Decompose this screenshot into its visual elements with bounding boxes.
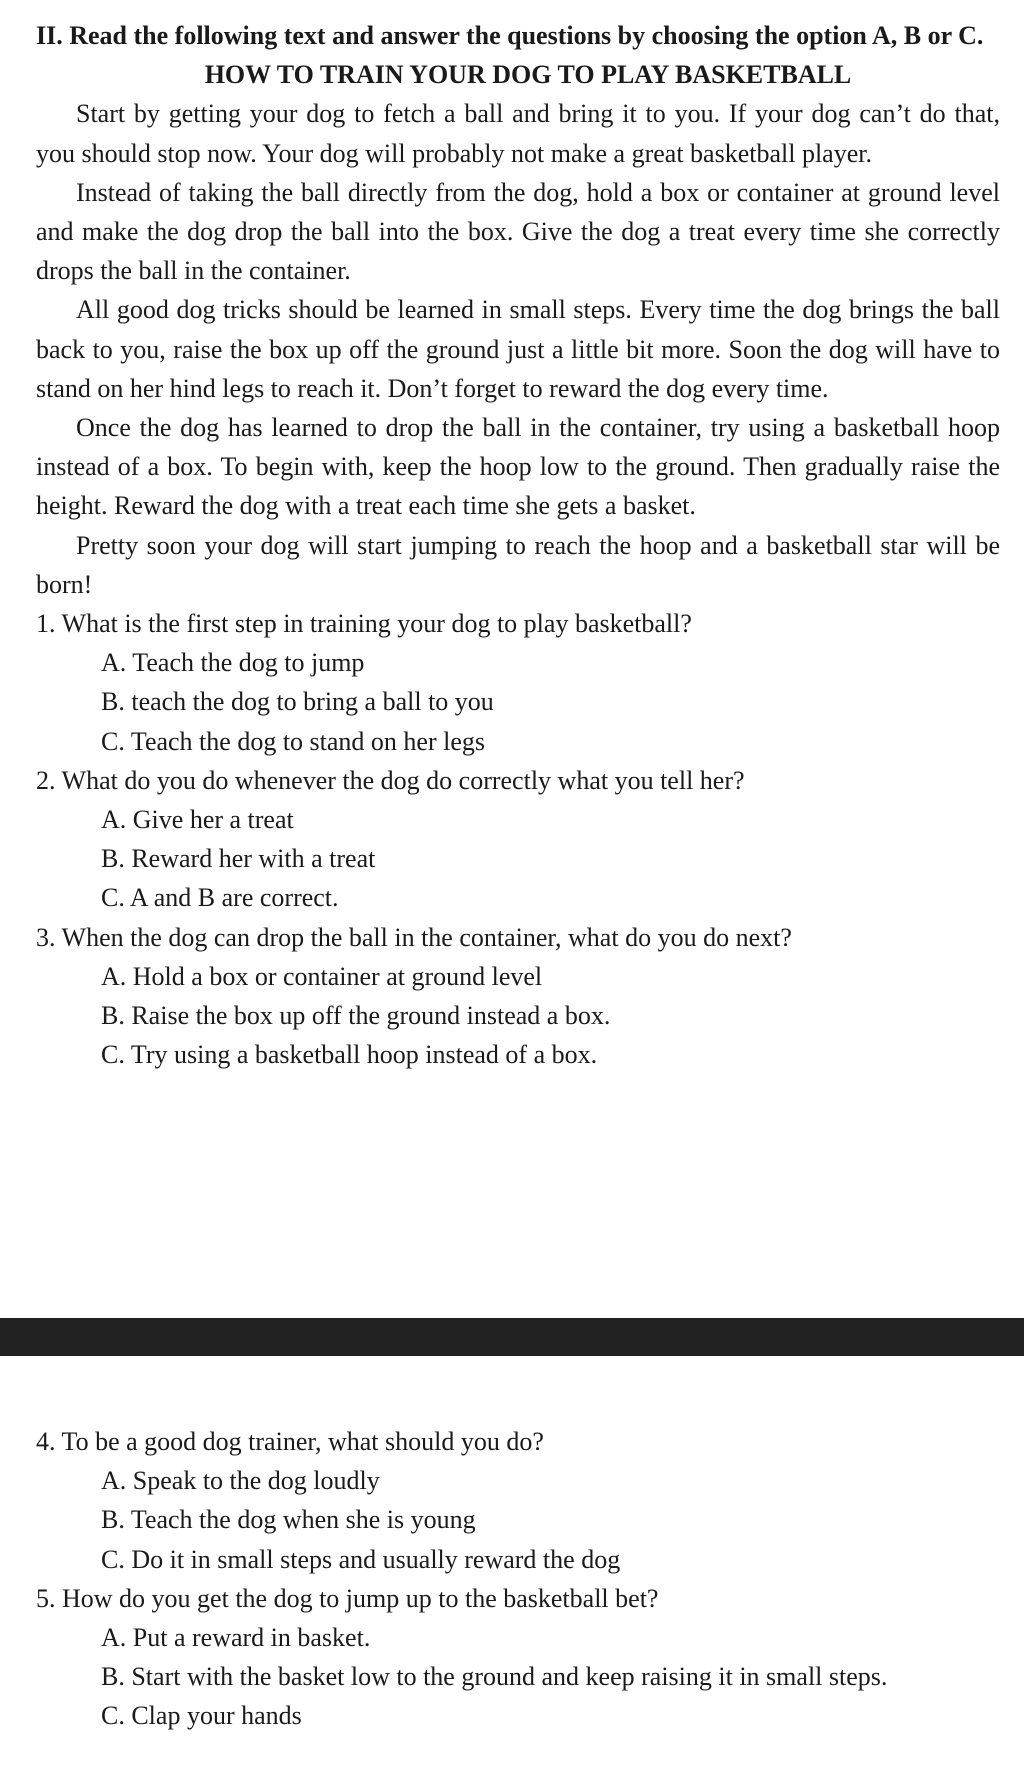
passage-paragraph: All good dog tricks should be learned in small steps. Every time the dog brings the ball back to you, raise the box up off the ground just a little bit more. Soon the dog will have to stand on her hind legs to reach it. Don’t forget to reward the dog every time. [36,295,1000,403]
passage-paragraph: Instead of taking the ball directly from the dog, hold a box or container at ground level and make the dog drop the ball into the box. Give the dog a treat every time she correctly drops the ball in the container. [36,177,1000,286]
question-4 [36,1422,1000,1579]
questions-continued [0,1422,1024,1736]
answer-option: A. Hold a box or container at ground level [101,961,543,991]
passage-paragraph: Pretty soon your dog will start jumping to reach the hoop and a basketball star will be born! [36,530,1000,599]
question-text: 4. To be a good dog trainer, what should you do? [36,1427,544,1456]
answer-option: B. Start with the basket low to the ground and keep raising it in small steps. [101,1662,888,1692]
exercise-instruction: II. Read the following text and answer the questions by choosing the option A, B or C. [36,21,984,50]
question-text: 3. When the dog can drop the ball in the container, what do you do next? [36,922,792,952]
answer-option: C. Teach the dog to stand on her legs [101,726,486,756]
passage-title: HOW TO TRAIN YOUR DOG TO PLAY BASKETBALL [204,60,852,90]
answer-option: A. Put a reward in basket. [101,1623,371,1653]
question-1 [36,604,1000,761]
answer-option: C. Try using a basketball hoop instead of a box. [101,1040,598,1070]
question-text: 1. What is the first step in training your dog to play basketball? [36,609,692,639]
question-text: 5. How do you get the dog to jump up to the basketball bet? [36,1583,659,1613]
reading-section [0,16,1024,1074]
question-text: 2. What do you do whenever the dog do correctly what you tell her? [36,765,745,795]
answer-option: B. Raise the box up off the ground instead a box. [101,1001,611,1031]
answer-option: B. Reward her with a treat [101,844,376,874]
answer-option: C. A and B are correct. [101,883,339,913]
answer-option: A. Speak to the dog loudly [101,1466,380,1496]
passage-paragraph: Once the dog has learned to drop the ball in the container, try using a basketball hoop instead of a box. To begin with, keep the hoop low to the ground. Then gradually raise the height. Reward the dog with a treat each time she gets a basket. [36,413,1000,521]
answer-option: A. Teach the dog to jump [101,648,365,678]
answer-option: B. Teach the dog when she is young [101,1505,476,1535]
answer-option: C. Do it in small steps and usually reward the dog [101,1544,621,1574]
question-3 [36,918,1000,1075]
answer-option: C. Clap your hands [101,1701,302,1731]
answer-option: B. teach the dog to bring a ball to you [101,687,494,717]
passage-paragraph: Start by getting your dog to fetch a ball and bring it to you. If your dog can’t do that, you should stop now. Your dog will probably not make a great basketball player. [36,99,1000,168]
answer-option: A. Give her a treat [101,805,294,835]
page-divider-bar [0,1318,1024,1356]
question-5 [36,1579,1000,1736]
question-2 [36,761,1000,918]
